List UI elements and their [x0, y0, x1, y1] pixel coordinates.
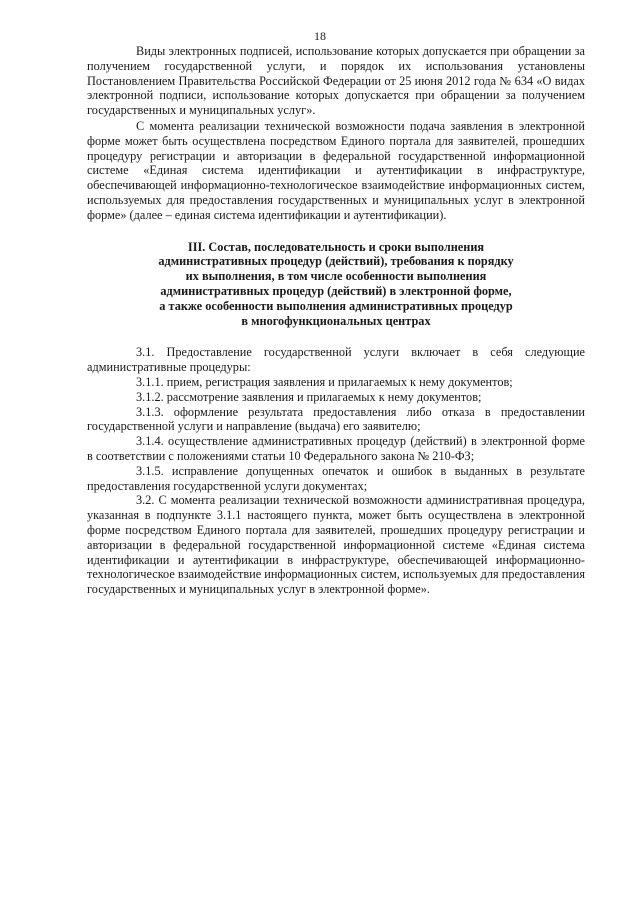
- heading-line: административных процедур (действий), требования к порядку: [158, 254, 514, 269]
- section-heading: [87, 240, 585, 329]
- item-3-2: 3.2. С момента реализации технической возможности административная процедура, указанная в подпункте 3.1.1 настоящего пункта, может быть осуществлена в электронной форме посредством Единого портала для заявителей, прошедших процедуру регистрации и авторизации в федеральной государственной информационной системе «Единая система идентификации и аутентификации в инфраструктуре, обеспечивающей информационно-технологическое взаимодействие информационных систем, используемых для предоставления государственных и муниципальных услуг в электронной форме».: [87, 493, 585, 597]
- paragraph-electronic-signatures: Виды электронных подписей, использование которых допускается при обращении за получением государственной услуги, и порядок их использования установлены Постановлением Правительства Российской Федерации от 25 июня 2012 года № 634 «О видах электронной подписи, использование которых допускается при обращении за получением государственных и муниципальных услуг».: [87, 44, 585, 118]
- item-3-1-3: 3.1.3. оформление результата предоставления либо отказа в предоставлении государственной услуги и направление (выдача) его заявителю;: [87, 404, 585, 434]
- page-number: 18: [314, 29, 326, 43]
- heading-line: их выполнения, в том числе особенности выполнения: [185, 269, 487, 284]
- item-3-1-1: 3.1.1. прием, регистрация заявления и прилагаемых к нему документов;: [136, 374, 513, 389]
- item-3-1: 3.1. Предоставление государственной услуги включает в себя следующие административные процедуры:: [87, 345, 585, 375]
- heading-line: в многофункциональных центрах: [241, 313, 431, 328]
- heading-line: III. Состав, последовательность и сроки выполнения: [187, 239, 485, 254]
- paragraph-electronic-submission: С момента реализации технической возможности подача заявления в электронной форме может быть осуществлена посредством Единого портала для заявителей, прошедших процедуру регистрации и авторизации в федеральной государственной информационной системе «Единая система идентификации и аутентификации в инфраструктуре, обеспечивающей информационно-технологическое взаимодействие информационных систем, используемых для предоставления государственных и муниципальных услуг в электронной форме» (далее – единая система идентификации и аутентификации).: [87, 118, 585, 222]
- heading-line: а также особенности выполнения административных процедур: [159, 298, 513, 313]
- item-3-1-2: 3.1.2. рассмотрение заявления и прилагаемых к нему документов;: [136, 389, 482, 404]
- page-body: [87, 44, 585, 597]
- item-3-1-4: 3.1.4. осуществление административных процедур (действий) в электронной форме в соответствии с положениями статьи 10 Федерального закона № 210-ФЗ;: [87, 434, 585, 463]
- item-3-1-5: 3.1.5. исправление допущенных опечаток и ошибок в выданных в результате предоставления государственной услуги документах;: [87, 463, 585, 493]
- heading-line: административных процедур (действий) в электронной форме,: [160, 283, 512, 298]
